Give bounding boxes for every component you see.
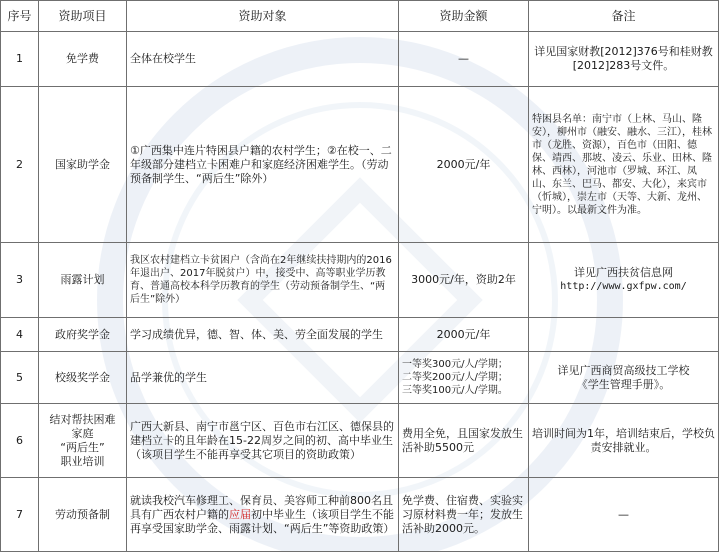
item-line: 家庭 <box>71 426 94 440</box>
row-item: 雨露计划 <box>39 243 127 318</box>
row-target <box>127 478 399 552</box>
row-no: 4 <box>1 318 39 352</box>
row-item: 政府奖学金 <box>39 318 127 352</box>
header-no: 序号 <box>1 1 39 32</box>
table-row <box>1 32 719 87</box>
table-row <box>1 404 719 478</box>
row-no: 6 <box>1 404 39 478</box>
table-row <box>1 243 719 318</box>
table-row <box>1 352 719 404</box>
table-row <box>1 478 719 552</box>
header-note: 备注 <box>529 1 719 32</box>
row-note <box>529 318 719 352</box>
row-note <box>529 243 719 318</box>
row-no: 1 <box>1 32 39 87</box>
header-amount: 资助金额 <box>399 1 529 32</box>
header-item: 资助项目 <box>39 1 127 32</box>
row-note: 特困县名单：南宁市（上林、马山、隆安），柳州市（融安、融水、三江），桂林市（龙胜、资源），百色市（田阳、德保、靖西、那坡、凌云、乐业、田林、隆林、西林），河池市（罗城、环江、凤山、东兰、巴马、都安、大化），来宾市（忻城），崇左市（天等、大新、龙州、宁明）。以最新文件为准。 <box>529 87 719 243</box>
row-target: 品学兼优的学生 <box>127 352 399 404</box>
row-target: ①广西集中连片特困县户籍的农村学生；②在校一、二年级部分建档立卡困难户和家庭经济困难学生。（劳动预备制学生、“两后生”除外） <box>127 87 399 243</box>
row-item <box>39 404 127 478</box>
highlight-text: 应届 <box>229 507 251 521</box>
row-amount: 2000元/年 <box>399 87 529 243</box>
website-url: http://www.gxfpw.com/ <box>560 281 687 292</box>
table-row <box>1 87 719 243</box>
item-line: 职业培训 <box>60 454 105 468</box>
header-row <box>1 1 719 32</box>
target-text: 初中毕业生（该项目学生不能再享受国家助学金、雨露计划、“两后生”等资助政策） <box>130 507 395 535</box>
row-amount: 3000元/年，资助2年 <box>399 243 529 318</box>
header-target: 资助对象 <box>127 1 399 32</box>
note-line: 详见广西商贸高级技工学校 <box>557 363 690 377</box>
row-amount: 2000元/年 <box>399 318 529 352</box>
target-text: 就读我校汽车修理工、保育员、美容师工种前800名且具有广西农村户籍的 <box>130 493 393 521</box>
item-line: 结对帮扶困难 <box>49 412 116 426</box>
amount-line: 三等奖100元/人/学期。 <box>402 385 508 396</box>
note-line: 《学生管理手册》。 <box>576 377 671 391</box>
row-amount: — <box>399 32 529 87</box>
row-amount <box>399 352 529 404</box>
row-item: 免学费 <box>39 32 127 87</box>
row-no: 5 <box>1 352 39 404</box>
amount-line: 二等奖200元/人/学期； <box>402 372 508 383</box>
row-item: 校级奖学金 <box>39 352 127 404</box>
table-row <box>1 318 719 352</box>
row-item: 劳动预备制 <box>39 478 127 552</box>
row-item: 国家助学金 <box>39 87 127 243</box>
row-note: 详见国家财教[2012]376号和桂财教[2012]283号文件。 <box>529 32 719 87</box>
row-note: — <box>529 478 719 552</box>
row-target: 学习成绩优异，德、智、体、美、劳全面发展的学生 <box>127 318 399 352</box>
amount-line: 一等奖300元/人/学期； <box>402 359 508 370</box>
row-target: 全体在校学生 <box>127 32 399 87</box>
row-no: 7 <box>1 478 39 552</box>
row-no: 2 <box>1 87 39 243</box>
row-amount: 费用全免，且国家发放生活补助5500元 <box>399 404 529 478</box>
row-note: 培训时间为1年，培训结束后，学校负责安排就业。 <box>529 404 719 478</box>
row-note <box>529 352 719 404</box>
note-line: 详见广西扶贫信息网 <box>574 266 673 279</box>
row-no: 3 <box>1 243 39 318</box>
row-amount: 免学费、住宿费、实验实习原材料费一年；发放生活补助2000元。 <box>399 478 529 552</box>
row-target: 我区农村建档立卡贫困户（含尚在2年继续扶持期内的2016年退出户、2017年脱贫户）中，接受中、高等职业学历教育、普通高校本科学历教育的学生（劳动预备制学生、“两后生”除外） <box>127 243 399 318</box>
item-line: “两后生” <box>60 440 105 454</box>
row-target: 广西大新县、南宁市邕宁区、百色市右江区、德保县的建档立卡的且年龄在15-22周岁之间的初、高中毕业生（该项目学生不能再享受其它项目的资助政策） <box>127 404 399 478</box>
